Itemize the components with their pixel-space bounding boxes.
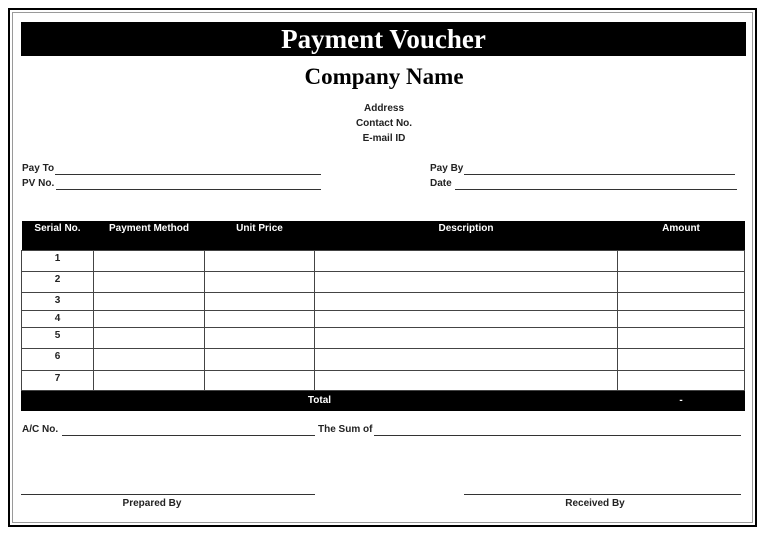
amount-cell[interactable] — [618, 371, 745, 391]
unit-price-cell[interactable] — [205, 328, 315, 349]
voucher-title: Payment Voucher — [21, 22, 746, 56]
serial-cell: 3 — [22, 293, 94, 311]
serial-cell: 7 — [22, 371, 94, 391]
serial-cell: 2 — [22, 272, 94, 293]
description-cell[interactable] — [315, 371, 618, 391]
unit-price-cell[interactable] — [205, 349, 315, 371]
header-amount: Amount — [618, 221, 745, 251]
company-contact: Contact No. — [355, 118, 413, 129]
header-unit-price: Unit Price — [205, 221, 315, 251]
date-field[interactable] — [455, 189, 737, 190]
table-row — [22, 311, 745, 328]
company-address: Address — [363, 103, 404, 114]
received-by-signature-line[interactable] — [464, 494, 741, 495]
company-name: Company Name — [304, 64, 464, 89]
pv-no-field[interactable] — [56, 189, 321, 190]
description-cell[interactable] — [315, 293, 618, 311]
table-row — [22, 251, 745, 272]
ac-no-label: A/C No. — [22, 424, 59, 435]
header-serial-no: Serial No. — [22, 221, 94, 251]
method-cell[interactable] — [94, 371, 205, 391]
method-cell[interactable] — [94, 293, 205, 311]
serial-cell: 1 — [22, 251, 94, 272]
serial-cell: 4 — [22, 311, 94, 328]
pay-to-field[interactable] — [55, 174, 321, 175]
table-row — [22, 371, 745, 391]
serial-cell: 5 — [22, 328, 94, 349]
sum-of-label: The Sum of — [318, 424, 373, 435]
total-row — [22, 391, 745, 411]
ac-no-field[interactable] — [62, 435, 315, 436]
prepared-by-signature-line[interactable] — [21, 494, 315, 495]
amount-cell[interactable] — [618, 311, 745, 328]
method-cell[interactable] — [94, 328, 205, 349]
unit-price-cell[interactable] — [205, 293, 315, 311]
table-header-row — [22, 221, 745, 251]
table-row — [22, 293, 745, 311]
header-payment-method: Payment Method — [94, 221, 205, 251]
total-value: - — [618, 391, 745, 411]
header-description: Description — [315, 221, 618, 251]
method-cell[interactable] — [94, 311, 205, 328]
unit-price-cell[interactable] — [205, 272, 315, 293]
pay-by-field[interactable] — [464, 174, 735, 175]
description-cell[interactable] — [315, 272, 618, 293]
serial-cell: 6 — [22, 349, 94, 371]
table-row — [22, 272, 745, 293]
total-label: Total — [22, 391, 618, 411]
pay-by-label: Pay By — [430, 163, 464, 174]
method-cell[interactable] — [94, 272, 205, 293]
method-cell[interactable] — [94, 349, 205, 371]
received-by-label: Received By — [565, 498, 625, 509]
unit-price-cell[interactable] — [205, 251, 315, 272]
description-cell[interactable] — [315, 251, 618, 272]
description-cell[interactable] — [315, 311, 618, 328]
pv-no-label: PV No. — [22, 178, 55, 189]
description-cell[interactable] — [315, 349, 618, 371]
method-cell[interactable] — [94, 251, 205, 272]
date-label: Date — [430, 178, 452, 189]
unit-price-cell[interactable] — [205, 311, 315, 328]
table-row — [22, 328, 745, 349]
amount-cell[interactable] — [618, 251, 745, 272]
amount-cell[interactable] — [618, 272, 745, 293]
unit-price-cell[interactable] — [205, 371, 315, 391]
payment-table — [21, 221, 745, 411]
amount-cell[interactable] — [618, 293, 745, 311]
amount-cell[interactable] — [618, 349, 745, 371]
description-cell[interactable] — [315, 328, 618, 349]
amount-cell[interactable] — [618, 328, 745, 349]
table-row — [22, 349, 745, 371]
sum-of-field[interactable] — [374, 435, 741, 436]
pay-to-label: Pay To — [22, 163, 55, 174]
company-email: E-mail ID — [362, 133, 406, 144]
prepared-by-label: Prepared By — [122, 498, 182, 509]
